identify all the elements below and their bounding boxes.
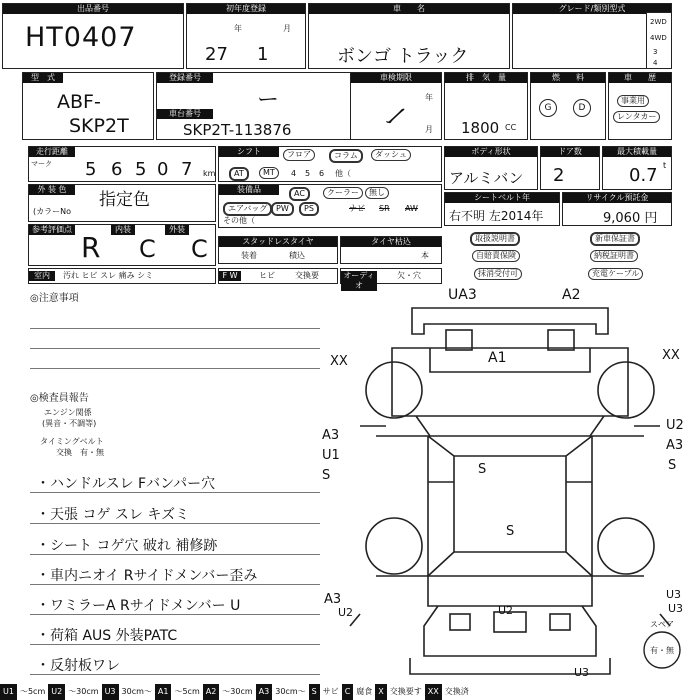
fw-label: F W	[219, 271, 241, 281]
legend-code: A2	[203, 684, 220, 700]
equip-ps: PS	[299, 202, 319, 216]
first-reg-year-unit: 年	[234, 24, 242, 33]
damage-mark: A2	[562, 287, 581, 303]
inspector-item: ・ワミラーA Rサイドメンバー U	[36, 598, 241, 614]
mileage-digit-1: 5	[85, 159, 97, 180]
tire-box	[340, 236, 442, 264]
note-line	[30, 328, 320, 329]
damage-mark: S	[668, 458, 677, 473]
shift-floor: フロア	[283, 149, 315, 161]
first-reg-box	[186, 3, 306, 69]
legend-code: A3	[256, 684, 273, 700]
legend-code: A1	[155, 684, 172, 700]
body-label: ボディ形状	[445, 147, 537, 157]
seatbelt-value: 右不明 左2014年	[449, 209, 544, 223]
audio-missing: 欠・穴	[397, 271, 421, 280]
mileage-label: 走行距離	[29, 147, 75, 157]
inspection-year-unit: 年	[425, 93, 433, 102]
mileage-digit-5: 7	[181, 159, 193, 180]
mileage-digit-4: 0	[157, 159, 169, 180]
legend-code: XX	[425, 684, 442, 700]
spare-label: スペア	[650, 620, 674, 629]
legend-desc: 30cm～	[121, 687, 152, 696]
note-line	[30, 554, 320, 555]
doc-cable: 充電ケーブル	[588, 268, 643, 280]
model-type-box	[22, 72, 154, 140]
history-business: 事業用	[617, 95, 649, 107]
inspector-item: ・反射板ワレ	[36, 658, 120, 674]
damage-mark: A3	[324, 592, 342, 607]
payload-box	[602, 146, 672, 190]
note-line	[30, 674, 320, 675]
equip-none: 無し	[365, 187, 389, 199]
interior-box	[28, 268, 216, 284]
first-reg-month-unit: 月	[283, 24, 291, 33]
body-value: アルミバン	[449, 169, 524, 187]
note-line	[30, 584, 320, 585]
chassis-label: 車台番号	[157, 109, 213, 119]
shift-column: コラム	[329, 149, 363, 163]
vehicle-diagram	[330, 286, 700, 684]
equip-airbag: エアバッグ	[223, 202, 272, 216]
equip-sr: SR	[379, 204, 390, 213]
shift-dash: ダッシュ	[371, 149, 411, 161]
doc-warranty: 新車保証書	[590, 232, 640, 246]
equip-aw: AW	[405, 204, 418, 213]
damage-mark: U3	[666, 588, 682, 601]
mileage-digit-2: 6	[111, 159, 123, 180]
drive-3: 3	[653, 48, 658, 56]
legend-desc: サビ	[322, 687, 339, 696]
reg-label: 登録番号	[157, 73, 213, 83]
damage-mark: XX	[662, 348, 680, 363]
inspection-month-unit: 月	[425, 125, 433, 134]
drive-2wd: 2WD	[650, 18, 667, 26]
shift-box	[218, 146, 442, 182]
legend-code: U3	[102, 684, 119, 700]
damage-mark: UA3	[448, 287, 477, 303]
legend-desc: 30cm～	[275, 687, 306, 696]
color-value: 指定色	[99, 190, 150, 210]
equip-other: その他（	[223, 216, 255, 225]
model-type-label: 型 式	[23, 73, 63, 83]
shift-other: 他（	[335, 169, 351, 178]
notes-label: ◎注意事項	[30, 293, 79, 304]
note-line	[30, 492, 320, 493]
damage-mark: A3	[666, 438, 684, 453]
exterior-score-label: 外装	[165, 225, 189, 235]
note-line	[30, 614, 320, 615]
legend-desc: ～30cm	[222, 687, 253, 696]
inspector-item: ・ハンドルスレ Fバンパー穴	[36, 476, 216, 492]
body-box	[444, 146, 538, 190]
shift-label: シフト	[219, 147, 279, 157]
fuel-box	[530, 72, 606, 140]
seatbelt-box	[444, 192, 560, 226]
score-box	[28, 224, 216, 266]
damage-mark: U2	[338, 606, 354, 619]
displacement-label: 排 気 量	[445, 73, 527, 83]
inspector-item: ・天張 コゲ スレ キズミ	[36, 507, 190, 523]
inspector-label: ◎検査員報告	[30, 393, 89, 404]
score-label: 参考評価点	[29, 225, 75, 235]
model-type-line1: ABF-	[57, 91, 101, 113]
damage-mark: A3	[322, 428, 340, 443]
mileage-digit-3: 5	[135, 159, 147, 180]
damage-mark: S	[322, 468, 331, 483]
tire-unit: 本	[421, 251, 429, 260]
doc-cancel: 抹消受付可	[474, 268, 522, 280]
interior-score: C	[139, 235, 156, 263]
lot-box	[2, 3, 184, 69]
recycle-label: リサイクル預託金	[563, 193, 671, 203]
studless-equip: 装着	[241, 251, 257, 260]
damage-mark: U1	[322, 448, 340, 463]
damage-mark: S	[478, 462, 487, 477]
legend-desc: ～30cm	[68, 687, 99, 696]
lot-number: HT0407	[25, 22, 137, 53]
legend-desc: 交換済	[444, 687, 469, 696]
seatbelt-label: シートベルト年	[445, 193, 559, 203]
shift-5: 5	[305, 169, 311, 178]
inspector-item: ・荷箱 AUS 外装PATC	[36, 628, 178, 644]
fuel-label: 燃 料	[531, 73, 605, 83]
displacement-value: 1800	[461, 119, 500, 137]
shift-4: 4	[291, 169, 297, 178]
lot-label: 出品番号	[3, 4, 183, 14]
door-label: ドア数	[541, 147, 599, 157]
payload-label: 最大積載量	[603, 147, 671, 157]
color-label: 外 装 色	[29, 185, 75, 195]
note-line	[30, 523, 320, 524]
inspector-item: ・シート コゲ穴 破れ 補修跡	[36, 538, 218, 554]
legend-code: U1	[0, 684, 17, 700]
legend-code: U2	[48, 684, 65, 700]
damage-mark: XX	[330, 354, 348, 369]
legend-code: X	[375, 684, 386, 700]
equipment-label: 装備品	[219, 185, 279, 195]
tire-label: タイヤ枯込	[341, 237, 441, 247]
interior-value: 汚れ ヒビ スレ 痛み シミ	[63, 271, 154, 280]
fuel-g: G	[539, 99, 557, 117]
shift-6: 6	[319, 169, 325, 178]
interior-label: 室内	[29, 271, 55, 281]
score-value: R	[81, 231, 101, 264]
audio-label: オーディオ	[341, 271, 377, 291]
audio-box	[340, 268, 442, 290]
studless-load: 積込	[289, 251, 305, 260]
payload-value: 0.7	[629, 165, 658, 186]
note-line	[30, 368, 320, 369]
door-value: 2	[553, 165, 565, 186]
damage-mark: U2	[498, 604, 514, 617]
car-name: ボンゴ トラック	[337, 46, 469, 67]
displacement-box	[444, 72, 528, 140]
drive-4: 4	[653, 59, 658, 67]
equip-navi: ナビ	[349, 204, 365, 213]
damage-mark: S	[506, 524, 515, 539]
legend-desc: ～5cm	[174, 687, 200, 696]
damage-legend	[0, 684, 700, 700]
car-name-box	[308, 3, 510, 69]
recycle-box	[562, 192, 672, 226]
history-box	[608, 72, 672, 140]
legend-desc: ～5cm	[19, 687, 46, 696]
equipment-box	[218, 184, 442, 228]
inspection-box	[350, 72, 442, 140]
shift-mt: MT	[259, 167, 279, 179]
fw-exchange: 交換要	[295, 271, 319, 280]
note-line	[30, 348, 320, 349]
legend-code: S	[309, 684, 320, 700]
engine-sub: (異音・不調等)	[42, 419, 97, 428]
legend-desc: 交換要す	[389, 687, 422, 696]
first-reg-year: 27	[205, 44, 228, 65]
inspection-value: ー	[374, 94, 418, 138]
model-type-line2: SKP2T	[69, 115, 129, 137]
doc-manual: 取扱説明書	[470, 232, 520, 246]
recycle-value: 9,060 円	[603, 211, 658, 226]
drive-box	[646, 12, 672, 69]
damage-mark: U3	[668, 602, 684, 615]
timing-label: タイミングベルト	[40, 437, 104, 446]
note-line	[30, 644, 320, 645]
drive-4wd: 4WD	[650, 34, 667, 42]
mileage-box	[28, 146, 216, 182]
exterior-score: C	[191, 235, 208, 263]
payload-unit: t	[663, 161, 667, 170]
spare-value: 有・無	[650, 646, 674, 655]
chassis-number: SKP2T-113876	[183, 121, 292, 139]
fuel-d: D	[573, 99, 591, 117]
equip-cooler: クーラー	[323, 187, 363, 199]
equip-ac: AC	[289, 187, 310, 201]
damage-mark: U2	[666, 418, 684, 433]
legend-desc: 腐食	[356, 687, 373, 696]
mileage-unit: km	[203, 169, 216, 178]
interior-score-label: 内装	[111, 225, 135, 235]
legend-code: C	[342, 684, 354, 700]
fw-box	[218, 268, 338, 284]
car-name-label: 車 名	[309, 4, 509, 14]
damage-mark: U3	[574, 666, 590, 679]
doc-tax: 納税証明書	[590, 250, 638, 262]
first-reg-month: 1	[257, 44, 269, 65]
reg-value: ー	[257, 88, 280, 113]
damage-mark: A1	[488, 350, 507, 366]
equip-pw: PW	[271, 202, 294, 216]
mileage-mark: マーク	[31, 160, 52, 168]
timing-value: 交換 有・無	[56, 448, 104, 457]
color-number: (カラーNo	[33, 207, 71, 216]
door-box	[540, 146, 600, 190]
inspector-item: ・車内ニオイ Rサイドメンバー歪み	[36, 568, 258, 584]
grade-label: グレード/類別型式	[513, 4, 671, 14]
fw-crack: ヒビ	[259, 271, 275, 280]
doc-insurance: 自賠責保険	[472, 250, 520, 262]
studless-box	[218, 236, 338, 264]
displacement-unit: CC	[505, 123, 517, 132]
history-label: 車 歴	[609, 73, 671, 83]
studless-label: スタッドレスタイヤ	[219, 237, 337, 247]
shift-at: AT	[229, 167, 249, 181]
color-box	[28, 184, 216, 222]
history-rental: レンタカー	[613, 111, 660, 123]
inspection-label: 車検期限	[351, 73, 441, 83]
first-reg-label: 初年度登録	[187, 4, 305, 14]
engine-label: エンジン関係	[44, 408, 92, 417]
